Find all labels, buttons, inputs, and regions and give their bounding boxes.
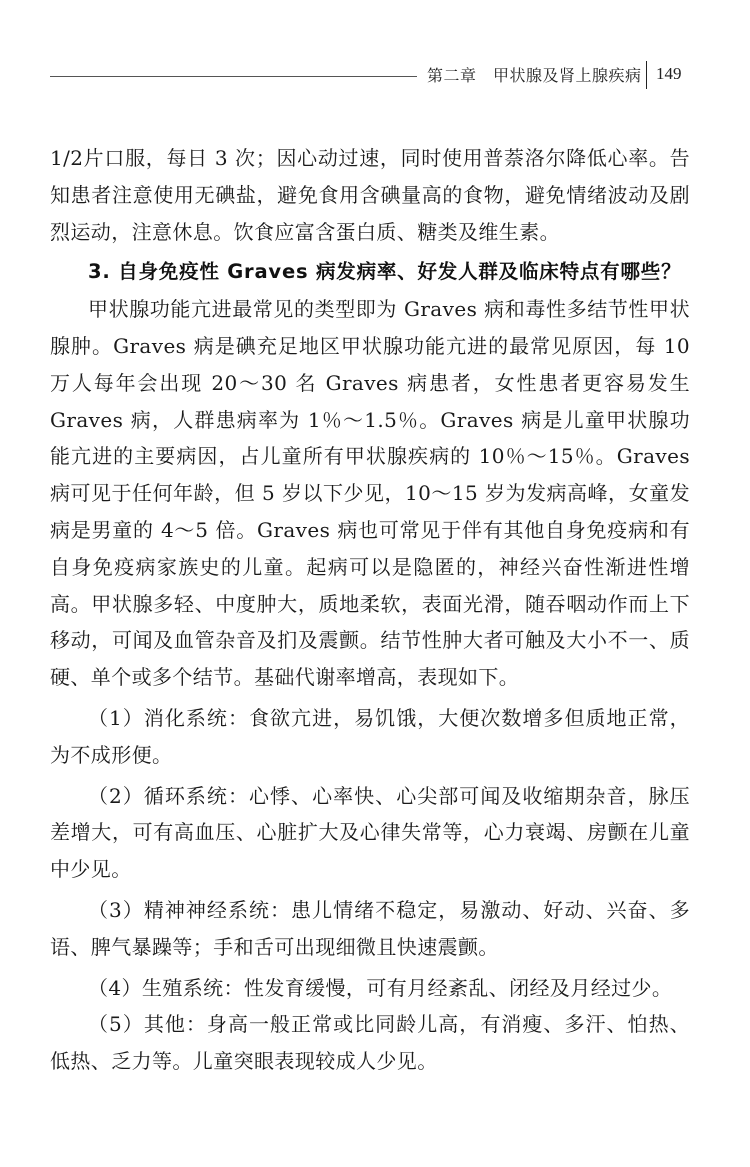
intro-paragraph: 1/2片口服，每日 3 次；因心动过速，同时使用普萘洛尔降低心率。告知患者注意使用无碘盐，避免食用含碘量高的食物，避免情绪波动及剧烈运动，注意休息。饮食应富含蛋白质、糖类及维生素。 [50,146,690,244]
symptom-item-reproductive: （4）生殖系统：性发育缓慢，可有月经紊乱、闭经及月经过少。 [88,975,673,1000]
symptom-item-neuro: （3）精神神经系统：患儿情绪不稳定，易激动、好动、兴奋、多语、脾气暴躁等；手和舌可出现细微且快速震颤。 [50,897,690,959]
chapter-title: 第二章 甲状腺及肾上腺疾病 [427,66,642,85]
symptom-item-circulatory: （2）循环系统：心悸、心率快、心尖部可闻及收缩期杂音，脉压差增大，可有高血压、心脏扩大及心律失常等，心力衰竭、房颤在儿童中少见。 [50,783,690,882]
symptom-item-digestive: （1）消化系统：食欲亢进，易饥饿，大便次数增多但质地正常，为不成形便。 [50,705,690,767]
running-header [50,61,690,91]
question-heading: 3. 自身免疫性 Graves 病发病率、好发人群及临床特点有哪些？ [88,260,682,284]
header-rule [50,76,417,77]
main-paragraph: 甲状腺功能亢进最常见的类型即为 Graves 病和毒性多结节性甲状腺肿。Graves 病是碘充足地区甲状腺功能亢进的最常见原因，每 10 万人每年会出现 20～30 名 Graves 病患者，女性患者更容易发生 Graves 病，人群患病率为 1％～1.5％。Graves 病是儿童甲状腺功能亢进的主要病因，占儿童所有甲状腺疾病的 10％～15％。Graves 病可见于任何年龄，但 5 岁以下少见，10～15 岁为发病高峰，女童发病是男童的 4～5 倍。Graves 病也可常见于伴有其他自身免疫病和有自身免疫病家族史的儿童。起病可以是隐匿的，神经兴奋性渐进性增高。甲状腺多轻、中度肿大，质地柔软，表面光滑，随吞咽动作而上下移动，可闻及血管杂音及扪及震颤。结节性肿大者可触及大小不一、质硬、单个或多个结节。基础代谢率增高，表现如下。 [50,297,690,690]
header-separator [646,61,647,89]
page-body [50,140,690,1080]
page-number: 149 [656,64,682,83]
symptom-item-other: （5）其他：身高一般正常或比同龄儿高，有消瘦、多汗、怕热、低热、乏力等。儿童突眼表现较成人少见。 [50,1012,690,1074]
